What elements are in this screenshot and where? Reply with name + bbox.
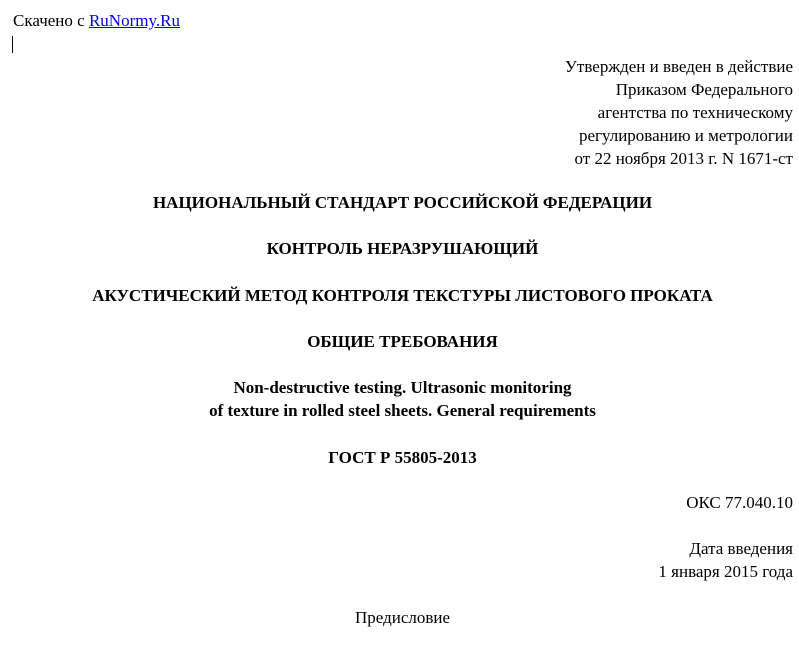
gost-number: ГОСТ Р 55805-2013: [328, 448, 477, 467]
oks-code: ОКС 77.040.10: [686, 493, 793, 512]
approval-line: Утвержден и введен в действие: [564, 57, 793, 76]
english-title-line-1: Non-destructive testing. Ultrasonic monitoring: [233, 378, 572, 397]
source-line: [13, 9, 180, 32]
approval-line: агентства по техническому: [597, 103, 793, 122]
preface-heading: Предисловие: [354, 608, 451, 627]
approval-block: [565, 55, 793, 170]
intro-date-value: 1 января 2015 года: [658, 562, 793, 581]
runormy-link[interactable]: RuNormy.Ru: [88, 11, 180, 30]
control-title: КОНТРОЛЬ НЕРАЗРУШАЮЩИЙ: [266, 239, 539, 258]
text-cursor: [12, 36, 13, 53]
approval-line: регулированию и метрологии: [578, 126, 793, 145]
approval-line: от 22 ноября 2013 г. N 1671-ст: [574, 149, 793, 168]
source-prefix: Скачено с: [13, 11, 89, 30]
english-title-line-2: of texture in rolled steel sheets. General requirements: [209, 401, 596, 420]
method-title: АКУСТИЧЕСКИЙ МЕТОД КОНТРОЛЯ ТЕКСТУРЫ ЛИСТОВОГО ПРОКАТА: [92, 286, 713, 305]
national-standard-title: НАЦИОНАЛЬНЫЙ СТАНДАРТ РОССИЙСКОЙ ФЕДЕРАЦИИ: [152, 193, 653, 212]
approval-line: Приказом Федерального: [615, 80, 793, 99]
intro-date-label: Дата введения: [689, 539, 793, 558]
general-requirements-title: ОБЩИЕ ТРЕБОВАНИЯ: [307, 332, 498, 351]
